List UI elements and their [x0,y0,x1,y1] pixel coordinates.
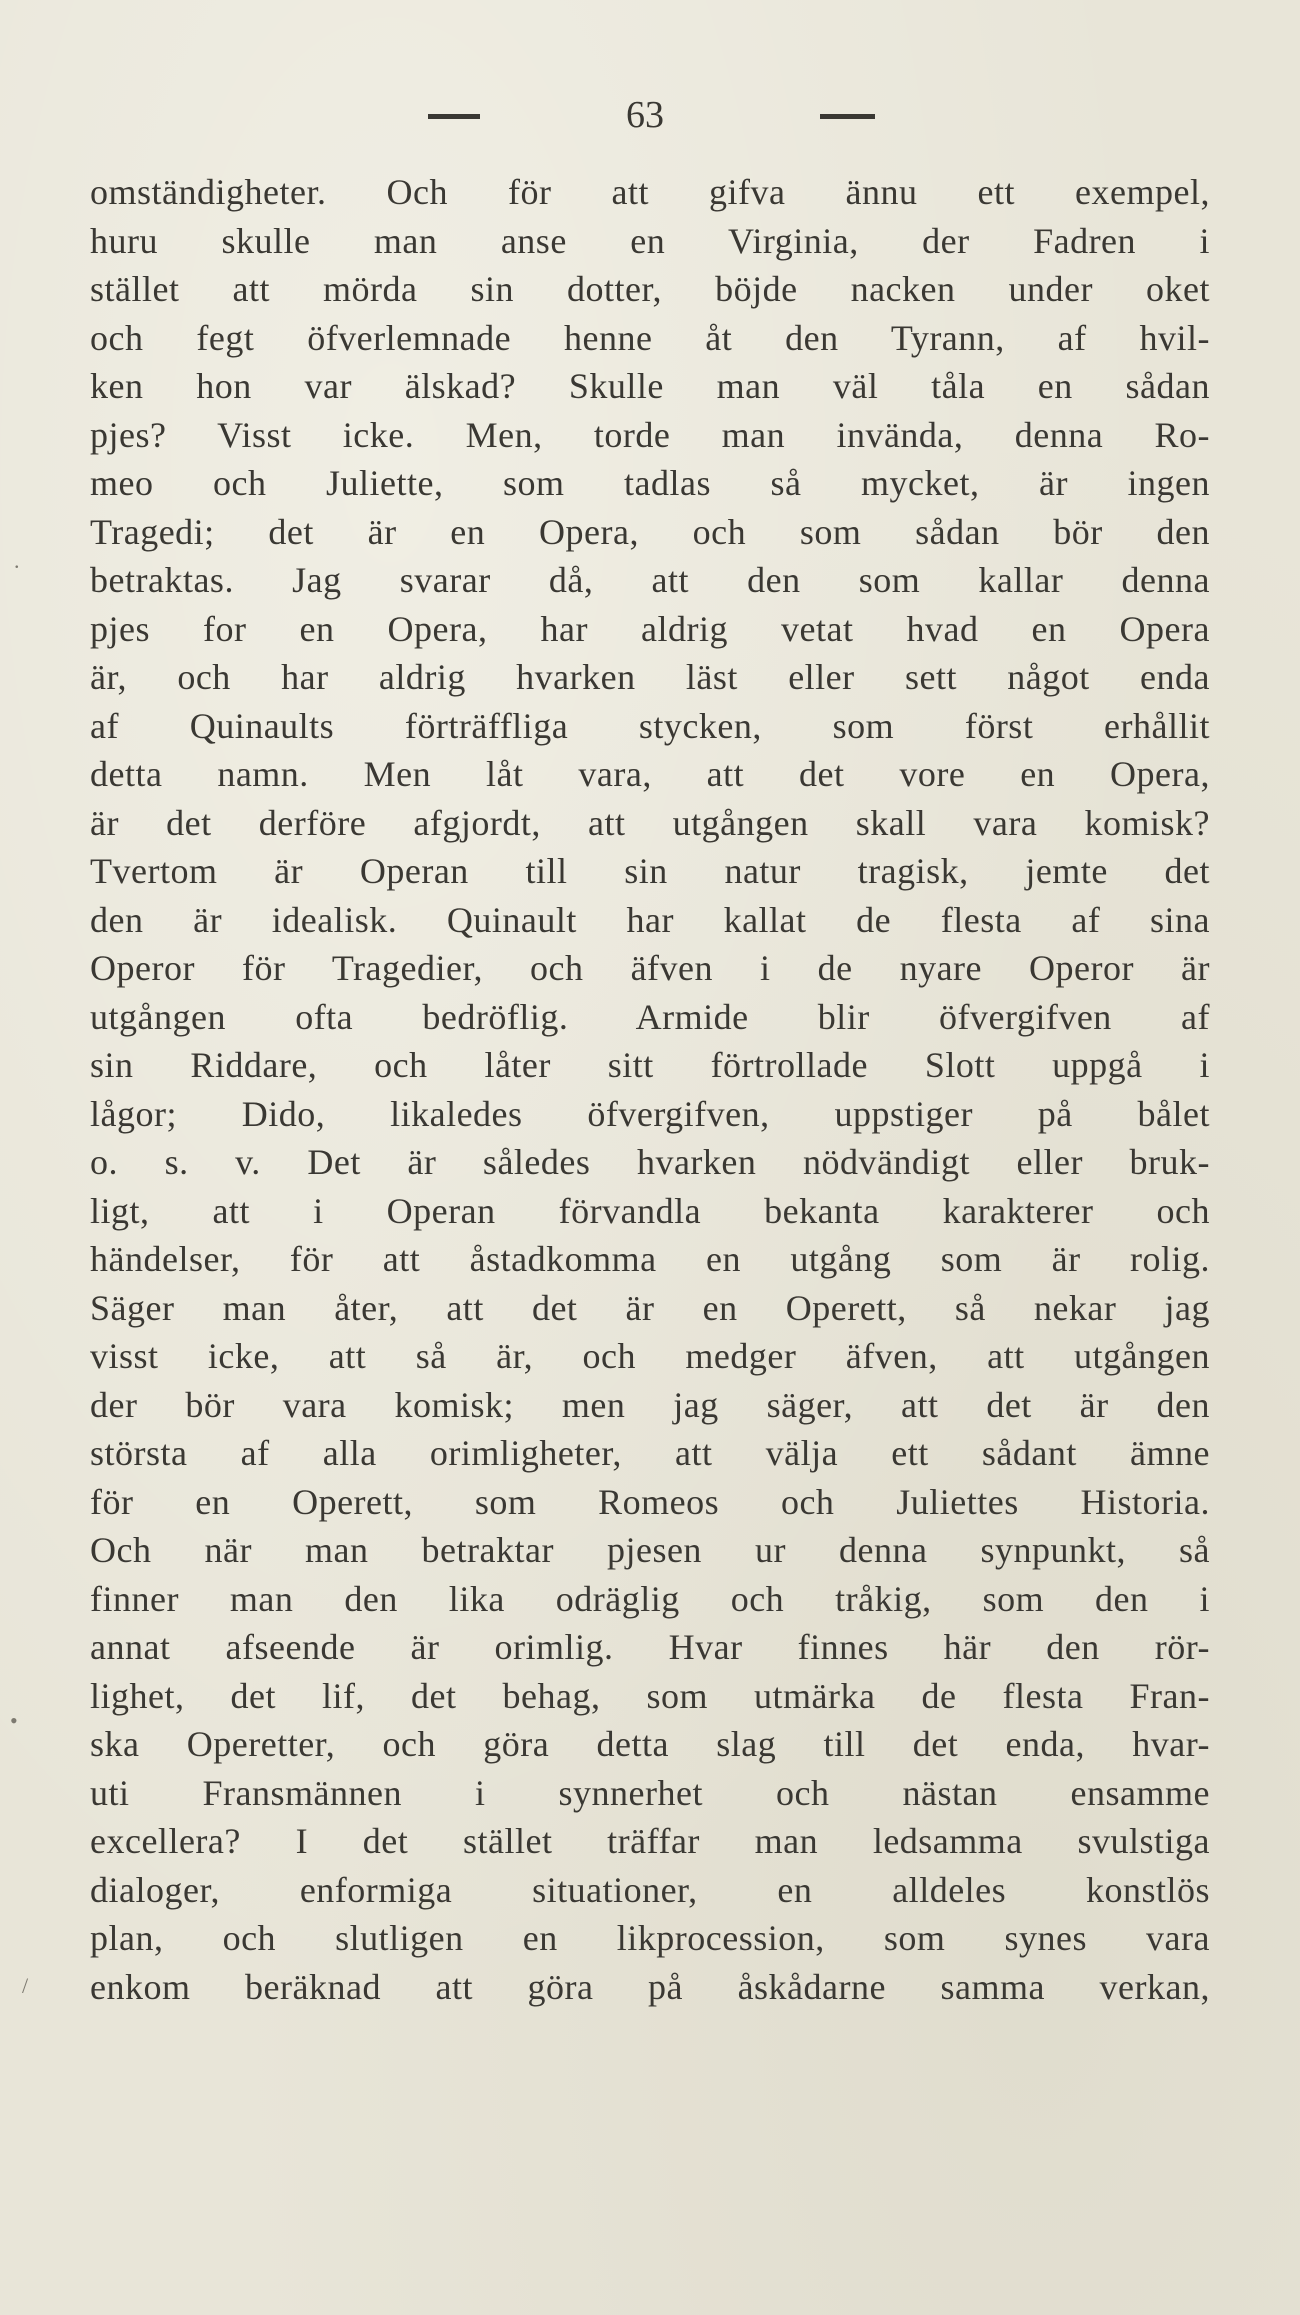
text-line: stället att mörda sin dotter, böjde nacken under oket [90,269,1210,309]
text-line: annat afseende är orimlig. Hvar finnes här den rör- [90,1627,1210,1667]
text-line: huru skulle man anse en Virginia, der Fadren i [90,220,1210,261]
margin-mark: . [14,548,20,573]
text-line: är, och har aldrig hvarken läst eller sett något enda [90,657,1210,697]
page-number: 63 [626,94,664,136]
text-line: plan, och slutligen en likprocession, som synes vara [90,1918,1210,1958]
text-line: pjes? Visst icke. Men, torde man invända, denna Ro- [90,414,1210,455]
text-line: Tragedi; det är en Opera, och som sådan bör den [90,511,1210,552]
text-line: omständigheter. Och för att gifva ännu ett exempel, [90,172,1210,212]
page-header [0,90,1300,140]
text-line: händelser, för att åstadkomma en utgång som är rolig. [90,1239,1210,1279]
header-dash-left [428,114,480,119]
text-line: detta namn. Men låt vara, att det vore en Opera, [90,754,1210,794]
text-line: af Quinaults förträffliga stycken, som först erhållit [90,705,1210,746]
text-line: Säger man åter, att det är en Operett, så nekar jag [90,1287,1210,1328]
header-dash-right [820,114,875,119]
text-line: den är idealisk. Quinault har kallat de flesta af sina [90,899,1210,940]
margin-mark: / [22,1973,29,1998]
text-line: excellera? I det stället träffar man ledsamma svulstiga [90,1821,1210,1861]
text-line: visst icke, att så är, och medger äfven, att utgången [90,1336,1210,1376]
text-line: för en Operett, som Romeos och Juliettes Historia. [90,1481,1210,1522]
text-line: sin Riddare, och låter sitt förtrollade Slott uppgå i [90,1045,1210,1085]
text-line: lågor; Dido, likaledes öfvergifven, uppstiger på bålet [90,1093,1210,1134]
text-line: Och när man betraktar pjesen ur denna synpunkt, så [90,1530,1210,1570]
text-line: enkom beräknad att göra på åskådarne samma verkan, [90,1966,1210,2007]
text-line: lighet, det lif, det behag, som utmärka de flesta Fran- [90,1675,1210,1716]
text-line: uti Fransmännen i synnerhet och nästan ensamme [90,1772,1210,1813]
text-line: är det derföre afgjordt, att utgången skall vara komisk? [90,802,1210,843]
text-line: finner man den lika odräglig och tråkig, som den i [90,1578,1210,1619]
text-line: meo och Juliette, som tadlas så mycket, är ingen [90,463,1210,503]
text-line: största af alla orimligheter, att välja ett sådant ämne [90,1433,1210,1473]
text-line: ligt, att i Operan förvandla bekanta karakterer och [90,1190,1210,1231]
text-line: och fegt öfverlemnade henne åt den Tyrann, af hvil- [90,317,1210,358]
text-line: der bör vara komisk; men jag säger, att det är den [90,1384,1210,1425]
text-line: utgången ofta bedröflig. Armide blir öfvergifven af [90,996,1210,1037]
text-line: dialoger, enformiga situationer, en alldeles konstlös [90,1869,1210,1910]
text-line: o. s. v. Det är således hvarken nödvändigt eller bruk- [90,1142,1210,1182]
text-line: ska Operetter, och göra detta slag till det enda, hvar- [90,1724,1210,1764]
text-line: ken hon var älskad? Skulle man väl tåla en sådan [90,366,1210,406]
margin-mark: • [10,1708,18,1733]
body-text [90,168,1210,2011]
text-line: pjes for en Opera, har aldrig vetat hvad en Opera [90,608,1210,649]
text-line: Tvertom är Operan till sin natur tragisk, jemte det [90,851,1210,891]
text-line: betraktas. Jag svarar då, att den som kallar denna [90,560,1210,600]
text-line: Operor för Tragedier, och äfven i de nyare Operor är [90,948,1210,988]
